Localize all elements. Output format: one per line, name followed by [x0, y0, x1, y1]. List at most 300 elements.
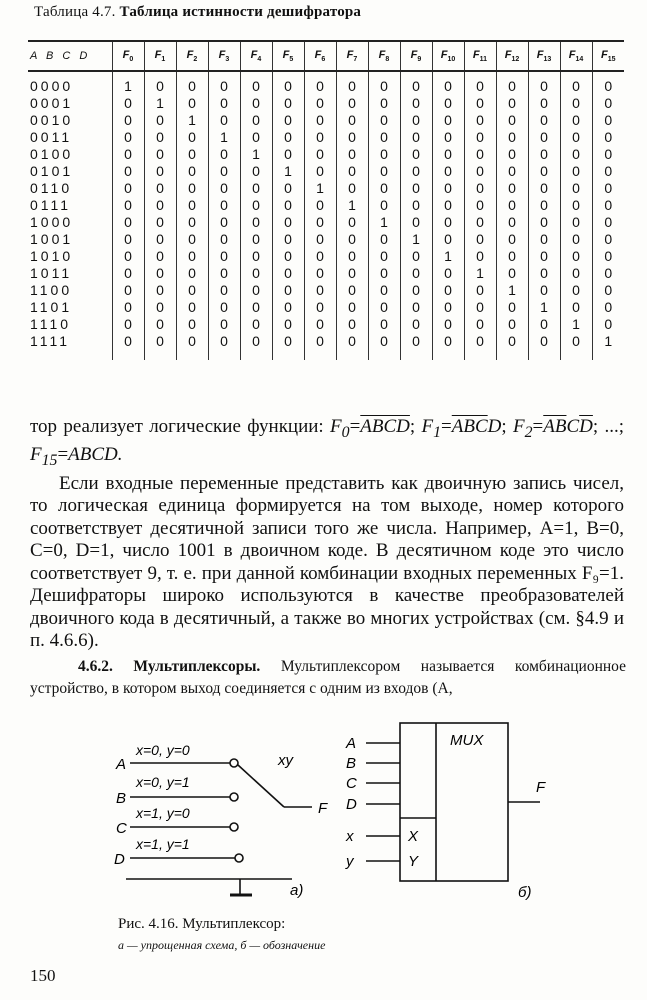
- output-cell: 0: [112, 316, 144, 333]
- output-cell: 0: [400, 112, 432, 129]
- output-cell: 0: [368, 197, 400, 214]
- output-cell: 0: [528, 129, 560, 146]
- input-cell: 0111: [30, 197, 72, 213]
- output-cell: 0: [272, 129, 304, 146]
- mux-addr-x: X: [408, 828, 419, 845]
- output-cell: 1: [368, 214, 400, 231]
- output-cell: 0: [496, 214, 528, 231]
- output-header-symbol: F: [346, 48, 354, 61]
- output-cell: 0: [432, 214, 464, 231]
- mux-title: MUX: [450, 732, 484, 749]
- table-row: [28, 282, 624, 299]
- schematic-b-labels: [345, 732, 546, 901]
- output-header-symbol: F: [600, 48, 608, 61]
- output-cell: 0: [208, 282, 240, 299]
- table-row: [28, 231, 624, 248]
- mux-label-x: x: [346, 828, 354, 845]
- output-cell: 0: [272, 214, 304, 231]
- output-cell: 0: [592, 282, 624, 299]
- output-cell: 0: [528, 180, 560, 197]
- output-cell: 0: [240, 282, 272, 299]
- output-header-symbol: F: [410, 48, 418, 61]
- output-header-symbol: F: [314, 48, 322, 61]
- output-cell: 0: [336, 214, 368, 231]
- output-header-index: 7: [353, 56, 358, 64]
- input-cell: 0001: [30, 95, 74, 111]
- output-cell: 0: [304, 231, 336, 248]
- table-row: [28, 299, 624, 316]
- output-cell: 0: [368, 180, 400, 197]
- output-cell: 0: [144, 197, 176, 214]
- output-cell: 0: [112, 112, 144, 129]
- output-cell: 0: [560, 180, 592, 197]
- output-cell: 0: [560, 248, 592, 265]
- output-cell: 1: [208, 129, 240, 146]
- label-a: A: [116, 756, 127, 773]
- output-cell: 0: [496, 180, 528, 197]
- table-caption-label: Таблица 4.7.: [34, 4, 116, 20]
- output-cell: 0: [112, 146, 144, 163]
- output-cell: 0: [304, 316, 336, 333]
- f2-symbol: F: [513, 416, 525, 437]
- output-cell: 0: [528, 71, 560, 95]
- output-cell: 1: [592, 333, 624, 360]
- f1-expr-bar: $\overline{ABC}$: [451, 416, 488, 437]
- table-row: [28, 180, 624, 197]
- f15-expr: ABCD.: [68, 444, 123, 466]
- output-cell: 0: [112, 214, 144, 231]
- output-cell: 0: [592, 214, 624, 231]
- output-header-f11: [464, 41, 496, 71]
- output-cell: 0: [528, 112, 560, 129]
- output-cell: 0: [464, 197, 496, 214]
- output-header-symbol: F: [440, 48, 448, 61]
- subsection-text: Мультиплексором называется комбинационное устройство, в котором выход соединяется с одним из входов (А,: [30, 658, 626, 697]
- figure-multiplexer: [100, 715, 560, 915]
- body-text: [30, 416, 624, 653]
- f15-symbol: F: [30, 444, 42, 466]
- output-cell: 0: [368, 265, 400, 282]
- output-header-index: 3: [225, 56, 230, 64]
- output-cell: 0: [592, 299, 624, 316]
- output-cell: 0: [432, 316, 464, 333]
- output-label-a: F: [318, 800, 328, 817]
- output-cell: 0: [176, 129, 208, 146]
- output-header-symbol: F: [250, 48, 258, 61]
- output-cell: 0: [496, 95, 528, 112]
- output-cell: 0: [208, 146, 240, 163]
- figure-subcaption: а — упрощенная схема, б — обозначение: [118, 938, 326, 952]
- mux-label-a: A: [346, 735, 357, 752]
- output-cell: 0: [144, 316, 176, 333]
- output-header-symbol: F: [154, 48, 162, 61]
- output-cell: 0: [112, 333, 144, 360]
- output-cell: 0: [464, 316, 496, 333]
- output-cell: 1: [560, 316, 592, 333]
- output-cell: 0: [176, 282, 208, 299]
- output-cell: 0: [208, 180, 240, 197]
- output-cell: 1: [176, 112, 208, 129]
- output-cell: 0: [176, 146, 208, 163]
- contact-b: [230, 793, 238, 801]
- output-cell: 0: [176, 316, 208, 333]
- output-cell: 0: [304, 129, 336, 146]
- input-cell: 0000: [30, 78, 74, 94]
- output-cell: 0: [400, 299, 432, 316]
- f2-sub: 2: [524, 423, 533, 441]
- output-cell: 0: [240, 333, 272, 360]
- output-header-index: 12: [511, 56, 520, 64]
- output-header-symbol: F: [186, 48, 194, 61]
- output-cell: 0: [144, 333, 176, 360]
- output-cell: 0: [240, 197, 272, 214]
- output-cell: 0: [496, 248, 528, 265]
- output-cell: 0: [560, 214, 592, 231]
- output-header-index: 13: [543, 56, 552, 64]
- output-cell: 0: [432, 333, 464, 360]
- output-cell: 0: [208, 112, 240, 129]
- label-d: D: [114, 851, 125, 868]
- output-cell: 0: [432, 146, 464, 163]
- output-cell: 1: [272, 163, 304, 180]
- output-header-f6: [304, 41, 336, 71]
- output-cell: 0: [400, 71, 432, 95]
- output-header-f12: [496, 41, 528, 71]
- output-cell: 0: [592, 265, 624, 282]
- f0-symbol: F: [330, 416, 342, 437]
- output-cell: 0: [496, 163, 528, 180]
- output-cell: 0: [336, 282, 368, 299]
- output-cell: 0: [368, 333, 400, 360]
- output-cell: 0: [432, 197, 464, 214]
- contact-a: [230, 759, 238, 767]
- output-cell: 0: [400, 146, 432, 163]
- input-cell: 0110: [30, 180, 73, 196]
- output-cell: 0: [240, 163, 272, 180]
- output-cell: 0: [208, 71, 240, 95]
- output-cell: 0: [208, 299, 240, 316]
- output-header-f15: [592, 41, 624, 71]
- output-cell: 0: [176, 197, 208, 214]
- output-header-f1: [144, 41, 176, 71]
- output-cell: 0: [432, 282, 464, 299]
- output-cell: 0: [144, 299, 176, 316]
- output-cell: 0: [368, 299, 400, 316]
- output-cell: 0: [144, 265, 176, 282]
- output-header-index: 8: [385, 56, 390, 64]
- output-cell: 0: [496, 265, 528, 282]
- table-row: [28, 265, 624, 282]
- table-row: [28, 129, 624, 146]
- output-cell: 0: [144, 214, 176, 231]
- output-header-index: 4: [257, 56, 262, 64]
- output-cell: 0: [496, 146, 528, 163]
- output-cell: 0: [496, 231, 528, 248]
- functions-dots: ...;: [604, 416, 625, 437]
- output-cell: 0: [240, 299, 272, 316]
- input-cell: 1111: [30, 333, 71, 349]
- output-cell: 0: [304, 299, 336, 316]
- output-cell: 0: [464, 299, 496, 316]
- output-cell: 0: [432, 299, 464, 316]
- output-header-symbol: F: [122, 48, 130, 61]
- output-header-f0: [112, 41, 144, 71]
- output-cell: 0: [336, 248, 368, 265]
- output-cell: 0: [272, 299, 304, 316]
- schematic-a-labels: [114, 742, 328, 899]
- output-cell: 0: [592, 163, 624, 180]
- panel-label-a: а): [290, 882, 304, 899]
- page-number: 150: [30, 966, 56, 985]
- output-cell: 0: [368, 129, 400, 146]
- input-cell: 1000: [30, 214, 74, 230]
- output-cell: 1: [112, 71, 144, 95]
- output-cell: 0: [176, 231, 208, 248]
- output-cell: 0: [528, 282, 560, 299]
- output-cell: 0: [592, 112, 624, 129]
- output-cell: 0: [592, 180, 624, 197]
- output-cell: 0: [240, 231, 272, 248]
- input-cell: 0010: [30, 112, 74, 128]
- output-cell: 0: [432, 129, 464, 146]
- output-cell: 0: [336, 95, 368, 112]
- output-header-symbol: F: [504, 48, 512, 61]
- output-cell: 0: [464, 282, 496, 299]
- output-header-index: 2: [193, 56, 198, 64]
- output-cell: 0: [208, 197, 240, 214]
- output-cell: 0: [336, 299, 368, 316]
- output-cell: 0: [240, 112, 272, 129]
- input-cell: 1010: [30, 248, 74, 264]
- output-cell: 0: [304, 265, 336, 282]
- mux-output-label: F: [536, 779, 546, 796]
- functions-lead: тор реализует логические функции:: [30, 416, 324, 437]
- output-cell: 0: [336, 71, 368, 95]
- input-cell: 1011: [30, 265, 73, 281]
- output-cell: 0: [240, 180, 272, 197]
- output-header-symbol: F: [378, 48, 386, 61]
- mux-label-y: y: [346, 853, 354, 870]
- output-cell: 0: [144, 282, 176, 299]
- output-cell: 1: [144, 95, 176, 112]
- output-cell: 0: [336, 112, 368, 129]
- output-cell: 0: [272, 71, 304, 95]
- input-cell: 1001: [30, 231, 74, 247]
- output-cell: 0: [496, 299, 528, 316]
- mux-label-c: C: [346, 775, 357, 792]
- output-cell: 0: [400, 180, 432, 197]
- output-cell: 0: [240, 129, 272, 146]
- output-cell: 0: [208, 214, 240, 231]
- output-cell: 0: [272, 248, 304, 265]
- output-cell: 0: [432, 180, 464, 197]
- output-cell: 0: [464, 129, 496, 146]
- output-cell: 0: [208, 316, 240, 333]
- output-cell: 0: [528, 248, 560, 265]
- output-cell: 0: [304, 197, 336, 214]
- output-cell: 0: [208, 95, 240, 112]
- output-cell: 0: [528, 333, 560, 360]
- output-cell: 0: [304, 214, 336, 231]
- table-row: [28, 71, 624, 95]
- output-cell: 0: [592, 231, 624, 248]
- output-cell: 0: [368, 248, 400, 265]
- output-cell: 0: [528, 316, 560, 333]
- output-cell: 0: [496, 316, 528, 333]
- output-cell: 0: [400, 316, 432, 333]
- output-cell: 0: [464, 163, 496, 180]
- panel-label-b: б): [518, 884, 532, 901]
- output-cell: 0: [368, 146, 400, 163]
- output-cell: 0: [176, 95, 208, 112]
- output-cell: 0: [144, 231, 176, 248]
- output-cell: 0: [400, 163, 432, 180]
- output-header-index: 10: [447, 56, 456, 64]
- output-header-index: 14: [575, 56, 584, 64]
- output-cell: 1: [528, 299, 560, 316]
- table-row: [28, 146, 624, 163]
- switch-arm: [238, 765, 284, 807]
- output-cell: 0: [112, 265, 144, 282]
- input-cell: 1101: [30, 299, 73, 315]
- output-cell: 0: [560, 112, 592, 129]
- input-cell: 0100: [30, 146, 74, 162]
- output-cell: 0: [432, 95, 464, 112]
- output-cell: 0: [240, 248, 272, 265]
- output-header-f2: [176, 41, 208, 71]
- output-header-index: 1: [161, 56, 166, 64]
- contact-d: [235, 854, 243, 862]
- output-cell: 0: [272, 333, 304, 360]
- output-cell: 0: [400, 248, 432, 265]
- output-cell: 0: [400, 129, 432, 146]
- output-cell: 0: [336, 265, 368, 282]
- output-cell: 0: [336, 333, 368, 360]
- f15-sub: 15: [41, 452, 58, 470]
- output-cell: 0: [368, 231, 400, 248]
- output-cell: 0: [112, 95, 144, 112]
- output-cell: 1: [336, 197, 368, 214]
- output-cell: 0: [560, 146, 592, 163]
- output-cell: 0: [208, 248, 240, 265]
- output-header-f13: [528, 41, 560, 71]
- label-b: B: [116, 790, 127, 807]
- output-cell: 0: [336, 129, 368, 146]
- output-cell: 0: [400, 333, 432, 360]
- output-cell: 0: [144, 163, 176, 180]
- output-cell: 0: [272, 316, 304, 333]
- output-cell: 0: [112, 282, 144, 299]
- output-cell: 0: [368, 163, 400, 180]
- output-cell: 0: [592, 71, 624, 95]
- output-cell: 0: [144, 248, 176, 265]
- output-cell: 0: [272, 265, 304, 282]
- output-cell: 0: [560, 95, 592, 112]
- input-cell: 0101: [30, 163, 74, 179]
- output-cell: 0: [304, 163, 336, 180]
- output-cell: 0: [272, 180, 304, 197]
- output-cell: 0: [528, 95, 560, 112]
- output-cell: 0: [528, 197, 560, 214]
- output-header-symbol: F: [282, 48, 290, 61]
- output-cell: 0: [272, 95, 304, 112]
- output-cell: 0: [336, 180, 368, 197]
- output-cell: 0: [528, 214, 560, 231]
- output-cell: 0: [400, 282, 432, 299]
- output-cell: 0: [272, 231, 304, 248]
- output-cell: 0: [304, 112, 336, 129]
- output-cell: 0: [304, 71, 336, 95]
- output-cell: 0: [432, 265, 464, 282]
- output-cell: 0: [400, 95, 432, 112]
- cond-a: x=0, y=0: [136, 742, 190, 758]
- table-caption-title: Таблица истинности дешифратора: [119, 4, 362, 20]
- table-row: [28, 316, 624, 333]
- output-cell: 0: [112, 129, 144, 146]
- output-cell: 0: [592, 248, 624, 265]
- table-row: [28, 214, 624, 231]
- input-cell: 1100: [30, 282, 73, 298]
- output-cell: 1: [464, 265, 496, 282]
- output-cell: 1: [240, 146, 272, 163]
- output-header-index: 11: [479, 56, 488, 64]
- table-row: [28, 333, 624, 360]
- output-cell: 0: [560, 231, 592, 248]
- switch-label: xy: [278, 752, 293, 769]
- output-cell: 0: [368, 282, 400, 299]
- input-header: A B C D: [28, 41, 112, 71]
- output-cell: 0: [400, 197, 432, 214]
- output-cell: 0: [368, 112, 400, 129]
- output-cell: 0: [240, 316, 272, 333]
- output-cell: 0: [144, 146, 176, 163]
- output-cell: 0: [112, 180, 144, 197]
- output-cell: 0: [208, 333, 240, 360]
- output-cell: 0: [592, 197, 624, 214]
- output-cell: 0: [592, 95, 624, 112]
- output-cell: 0: [144, 129, 176, 146]
- output-cell: 0: [368, 71, 400, 95]
- output-cell: 0: [464, 180, 496, 197]
- output-header-index: 0: [129, 56, 134, 64]
- output-cell: 0: [112, 299, 144, 316]
- output-header-f3: [208, 41, 240, 71]
- f0-sub: 0: [341, 423, 350, 441]
- output-cell: 0: [176, 180, 208, 197]
- truth-table-header-row: [28, 41, 624, 71]
- output-cell: 0: [400, 265, 432, 282]
- output-header-f8: [368, 41, 400, 71]
- output-cell: 0: [464, 231, 496, 248]
- f1-expr-plain: D: [487, 416, 502, 437]
- output-cell: 1: [496, 282, 528, 299]
- output-cell: 0: [592, 316, 624, 333]
- output-cell: 0: [304, 146, 336, 163]
- output-cell: 0: [464, 146, 496, 163]
- output-cell: 0: [464, 333, 496, 360]
- output-cell: 0: [144, 180, 176, 197]
- figure-caption: Рис. 4.16. Мультиплексор:: [118, 916, 286, 932]
- output-header-f14: [560, 41, 592, 71]
- table-row: [28, 95, 624, 112]
- output-cell: 0: [240, 95, 272, 112]
- output-header-symbol: F: [218, 48, 226, 61]
- output-cell: 0: [176, 71, 208, 95]
- output-header-symbol: F: [472, 48, 480, 61]
- output-cell: 0: [528, 146, 560, 163]
- output-header-f5: [272, 41, 304, 71]
- f1-symbol: F: [421, 416, 434, 437]
